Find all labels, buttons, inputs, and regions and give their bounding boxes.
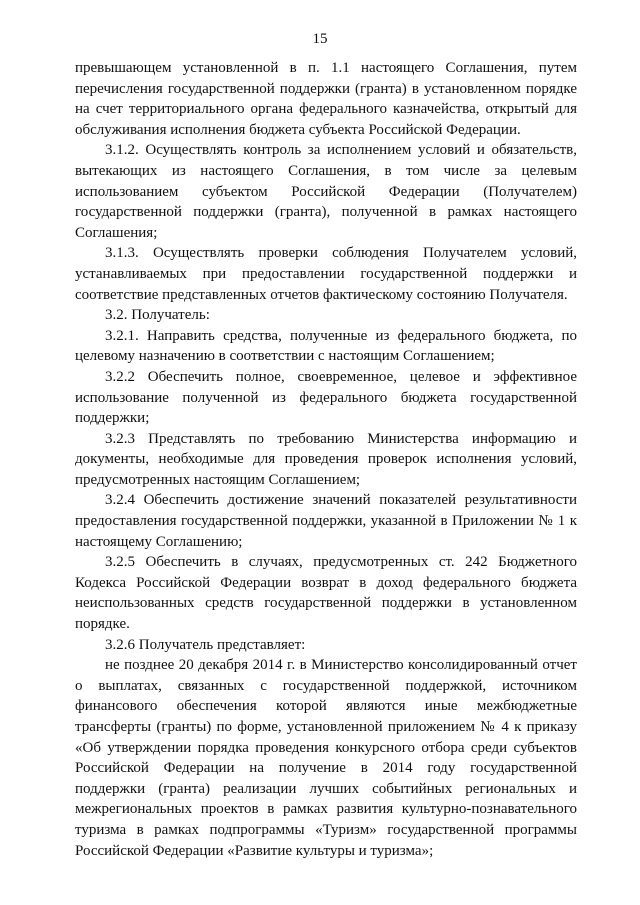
- text-line: 3.2.3 Представлять по требованию Министерства информацию и: [105, 430, 577, 447]
- paragraph-p-3-2-6: [75, 635, 577, 656]
- text-line: финансового обеспечения которой являются иные межбюджетные: [75, 698, 577, 715]
- text-line: неиспользованных средств государственной поддержки в установленном: [75, 595, 577, 612]
- text-line: 3.2.6 Получатель представляет:: [105, 636, 306, 653]
- paragraph-continuation: [75, 58, 577, 140]
- text-line: трансферты (гранты) по форме, установленной приложением № 4 к приказу: [75, 719, 577, 735]
- text-line: на счет территориального органа федерального казначейства, открытый для: [75, 101, 577, 118]
- paragraph-p-3-2-1: [75, 326, 577, 367]
- text-line: межрегиональных проектов в рамках развития культурно-познавательного: [75, 801, 577, 818]
- page-number: 15: [312, 31, 328, 47]
- text-line: Кодекса Российской Федерации возврат в доход федерального бюджета: [75, 574, 577, 591]
- text-line: не позднее 20 декабря 2014 г. в Министерство консолидированный отчет: [105, 657, 577, 674]
- text-line: 3.2. Получатель:: [105, 307, 210, 324]
- paragraph-p-3-1-3: [75, 243, 577, 305]
- text-line: обслуживания исполнения бюджета субъекта Российской Федерации.: [75, 121, 521, 138]
- paragraph-p-report: [75, 655, 577, 861]
- paragraph-p-3-2-4: [75, 490, 577, 552]
- text-line: поддержки (гранта) реализации лучших событийных региональных и: [75, 780, 577, 797]
- paragraph-p-3-2: [75, 305, 577, 326]
- text-line: Российской Федерации на получение в 2014 году государственной: [75, 760, 577, 777]
- text-line: 3.1.2. Осуществлять контроль за исполнением условий и обязательств,: [105, 142, 577, 159]
- text-line: о выплатах, связанных с государственной поддержкой, источником: [75, 677, 577, 694]
- text-line: настоящему Соглашению;: [75, 533, 243, 550]
- text-line: устанавливаемых при предоставлении государственной поддержки и: [75, 265, 577, 282]
- text-line: 3.2.2 Обеспечить полное, своевременное, целевое и эффективное: [105, 368, 577, 385]
- paragraph-p-3-2-5: [75, 552, 577, 634]
- text-line: целевому назначению в соответствии с настоящим Соглашением;: [75, 348, 495, 365]
- text-line: 3.2.5 Обеспечить в случаях, предусмотренных ст. 242 Бюджетного: [105, 554, 577, 571]
- text-line: превышающем установленной в п. 1.1 настоящего Соглашения, путем: [75, 60, 577, 76]
- text-line: вытекающих из настоящего Соглашения, в том числе за целевым: [75, 162, 577, 179]
- text-line: соответствие представленных отчетов фактическому состоянию Получателя.: [75, 286, 568, 303]
- text-line: предоставления государственной поддержки, указанной в Приложении № 1 к: [75, 513, 577, 530]
- text-line: 3.2.4 Обеспечить достижение значений показателей результативности: [105, 492, 577, 509]
- paragraph-p-3-2-2: [75, 367, 577, 429]
- text-line: порядке.: [75, 616, 130, 633]
- text-line: документы, необходимые для проведения проверок исполнения условий,: [75, 451, 577, 468]
- text-line: поддержки;: [75, 410, 150, 427]
- document-body: [75, 58, 577, 861]
- text-line: государственной поддержки (гранта), полученной в рамках настоящего: [75, 204, 577, 221]
- text-line: перечисления государственной поддержки (гранта) в установленном порядке: [75, 80, 577, 97]
- paragraph-p-3-1-2: [75, 140, 577, 243]
- text-line: предусмотренных настоящим Соглашением;: [75, 471, 361, 488]
- text-line: использованием субъектом Российской Федерации (Получателем): [75, 183, 577, 200]
- text-line: 3.2.1. Направить средства, полученные из федерального бюджета, по: [105, 327, 577, 344]
- text-line: туризма в рамках подпрограммы «Туризм» государственной программы: [75, 821, 577, 838]
- paragraph-p-3-2-3: [75, 429, 577, 491]
- text-line: использование полученной из федерального бюджета государственной: [75, 389, 577, 406]
- text-line: «Об утверждении порядка проведения конкурсного отбора среди субъектов: [75, 739, 577, 756]
- text-line: Российской Федерации «Развитие культуры и туризма»;: [75, 842, 434, 859]
- text-line: Соглашения;: [75, 224, 158, 241]
- text-line: 3.1.3. Осуществлять проверки соблюдения Получателем условий,: [105, 245, 577, 262]
